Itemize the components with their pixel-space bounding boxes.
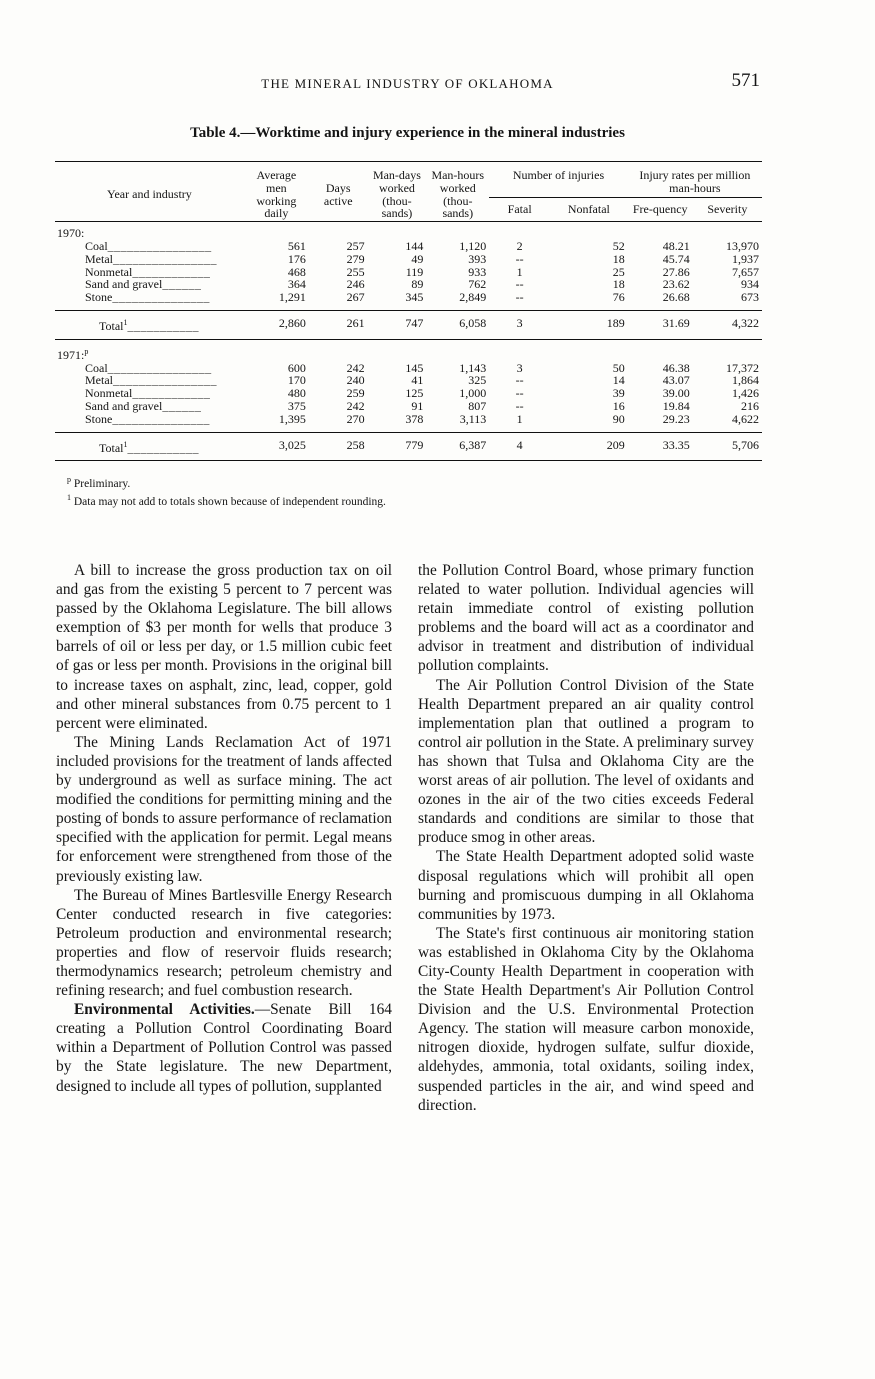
fatal-cell: 1 bbox=[516, 411, 523, 426]
days-cell: 270 bbox=[346, 411, 365, 426]
fatal-cell: -- bbox=[515, 398, 524, 413]
footnote-rounding: $^1$ Data may not add to totals shown because of independent rounding. bbox=[67, 493, 386, 509]
body-column-left bbox=[56, 561, 392, 1096]
nonfatal-cell: 50 bbox=[612, 360, 625, 375]
industry-cell: Sand and gravel______ bbox=[85, 277, 202, 292]
nonfatal-cell: 14 bbox=[612, 373, 625, 388]
col-group-injury-rates: Injury rates per million man-hours bbox=[628, 162, 762, 198]
frequency-cell: 29.23 bbox=[662, 411, 690, 426]
table-footnotes bbox=[67, 473, 386, 510]
frequency-cell: 27.86 bbox=[662, 264, 690, 279]
men-cell: 375 bbox=[287, 398, 306, 413]
days-cell: 261 bbox=[309, 310, 368, 339]
severity-cell: 216 bbox=[741, 398, 759, 413]
men-cell: 176 bbox=[287, 251, 306, 266]
nonfatal-cell: 25 bbox=[612, 264, 625, 279]
man-hours-cell: 1,120 bbox=[459, 238, 487, 253]
man-days-cell: 345 bbox=[405, 290, 424, 305]
man-hours-cell: 1,143 bbox=[459, 360, 487, 375]
fatal-cell: -- bbox=[515, 373, 524, 388]
page-number: 571 bbox=[731, 70, 760, 91]
total-row-1971 bbox=[55, 432, 762, 461]
frequency-cell: 46.38 bbox=[662, 360, 690, 375]
severity-cell: 673 bbox=[741, 290, 759, 305]
severity-cell: 13,970 bbox=[726, 238, 759, 253]
men-cell: 170 bbox=[287, 373, 306, 388]
man-days-cell: 49 bbox=[411, 251, 424, 266]
nonfatal-cell: 18 bbox=[612, 277, 625, 292]
paragraph: A bill to increase the gross production tax on oil and gas from the existing 5 percent to 7 percent was passed by the Oklahoma Legislature. The bill allows exemption of $3 per month for wells that produce 3 barrels of oil or less per day, or 1.5 million cubic feet of gas or less per month. Provisions in the original bill to increase taxes on asphalt, zinc, lead, copper, gold and other mineral substances from 0.75 percent to 1 percent were eliminated. bbox=[56, 562, 392, 732]
days-cell: 242 bbox=[346, 398, 365, 413]
man-days-cell: 779 bbox=[368, 432, 427, 461]
days-cell: 267 bbox=[346, 290, 365, 305]
men-cell: 1,291 bbox=[278, 290, 306, 305]
col-header-frequency: Fre-quency bbox=[628, 198, 693, 222]
nonfatal-cell: 39 bbox=[612, 386, 625, 401]
man-days-cell: 747 bbox=[368, 310, 427, 339]
paragraph: The State's first continuous air monitoring station was established in Oklahoma City by the Oklahoma City-County Health Department in cooperation with the State Health Department's Air Pollution Control Division and the U.S. Environmental Protection Agency. The station will measure carbon monoxide, nitrogen dioxide, hydrogen sulfate, sulfur dioxide, aldehydes, ammonia, total oxidants, soiling index, suspended particles in the air, and wind speed and direction. bbox=[418, 924, 754, 1114]
men-cell: 480 bbox=[287, 386, 306, 401]
frequency-cell: 33.35 bbox=[628, 432, 693, 461]
col-header-average-men: Average men working daily bbox=[244, 162, 309, 222]
industry-cell: Nonmetal____________ bbox=[85, 264, 211, 279]
year-row-1971 bbox=[55, 339, 762, 361]
men-cell: 3,025 bbox=[244, 432, 309, 461]
body-column-right bbox=[418, 561, 754, 1115]
industry-cell: Coal________________ bbox=[85, 238, 212, 253]
severity-cell: 4,322 bbox=[693, 310, 762, 339]
industry-cell: Stone_______________ bbox=[85, 290, 210, 305]
men-cell: 600 bbox=[287, 360, 306, 375]
man-days-cell: 144 bbox=[405, 238, 424, 253]
industry-cell: Metal________________ bbox=[85, 251, 217, 266]
nonfatal-cell: 18 bbox=[612, 251, 625, 266]
nonfatal-cell: 90 bbox=[612, 411, 625, 426]
paragraph: Environmental Activities.—Senate Bill 164 creating a Pollution Control Coordinating Board within a Department of Pollution Control was passed by the State legislature. The new Department, designed to include all types of pollution, supplanted bbox=[56, 1001, 392, 1095]
nonfatal-cell: 189 bbox=[550, 310, 628, 339]
footnote-preliminary: $^p$ Preliminary. bbox=[67, 475, 131, 490]
severity-cell: 1,937 bbox=[732, 251, 759, 266]
running-title: THE MINERAL INDUSTRY OF OKLAHOMA bbox=[261, 76, 554, 91]
man-days-cell: 378 bbox=[405, 411, 424, 426]
severity-cell: 1,426 bbox=[732, 386, 759, 401]
severity-cell: 1,864 bbox=[732, 373, 759, 388]
man-days-cell: 91 bbox=[411, 398, 424, 413]
man-days-cell: 119 bbox=[405, 264, 424, 279]
nonfatal-cell: 209 bbox=[550, 432, 628, 461]
year-row-1970 bbox=[55, 222, 762, 240]
severity-cell: 17,372 bbox=[726, 360, 759, 375]
man-hours-cell: 1,000 bbox=[459, 386, 487, 401]
man-days-cell: 41 bbox=[411, 373, 424, 388]
severity-cell: 7,657 bbox=[732, 264, 759, 279]
paragraph: The State Health Department adopted solid waste disposal regulations which will prohibit all open burning and promiscuous dumping in all Oklahoma communities by 1973. bbox=[418, 848, 754, 923]
industry-cell: Coal________________ bbox=[85, 360, 212, 375]
man-hours-cell: 807 bbox=[468, 398, 487, 413]
nonfatal-cell: 16 bbox=[612, 398, 625, 413]
days-cell: 242 bbox=[346, 360, 365, 375]
days-cell: 279 bbox=[346, 251, 365, 266]
man-hours-cell: 6,058 bbox=[426, 310, 489, 339]
frequency-cell: 39.00 bbox=[662, 386, 690, 401]
man-hours-cell: 393 bbox=[468, 251, 487, 266]
fatal-cell: -- bbox=[515, 290, 524, 305]
paragraph: the Pollution Control Board, whose primary function related to water pollution. Individual agencies will retain immediate control of existing pollution problems and the board will act as a coordinator and advisor in treatment and distribution of individual pollution complaints. bbox=[418, 562, 754, 675]
nonfatal-cell: 76 bbox=[612, 290, 625, 305]
men-cell: 2,860 bbox=[244, 310, 309, 339]
man-days-cell: 125 bbox=[405, 386, 424, 401]
frequency-cell: 48.21 bbox=[662, 238, 690, 253]
frequency-cell: 23.62 bbox=[662, 277, 690, 292]
running-head bbox=[55, 72, 760, 98]
days-cell: 258 bbox=[309, 432, 368, 461]
man-days-cell: 145 bbox=[405, 360, 424, 375]
nonfatal-cell: 52 bbox=[612, 238, 625, 253]
man-hours-cell: 2,849 bbox=[459, 290, 487, 305]
col-group-injuries: Number of injuries bbox=[489, 162, 627, 198]
man-hours-cell: 3,113 bbox=[459, 411, 487, 426]
frequency-cell: 19.84 bbox=[662, 398, 690, 413]
col-header-days-active: Days active bbox=[309, 162, 368, 222]
table-row bbox=[55, 413, 762, 432]
frequency-cell: 43.07 bbox=[662, 373, 690, 388]
section-heading: Environmental Activities. bbox=[74, 1001, 255, 1019]
days-cell: 257 bbox=[346, 238, 365, 253]
industry-cell: Sand and gravel______ bbox=[85, 398, 202, 413]
man-hours-cell: 6,387 bbox=[426, 432, 489, 461]
fatal-cell: 3 bbox=[516, 360, 523, 375]
fatal-cell: 2 bbox=[516, 238, 523, 253]
severity-cell: 934 bbox=[741, 277, 759, 292]
man-days-cell: 89 bbox=[411, 277, 424, 292]
men-cell: 468 bbox=[287, 264, 306, 279]
fatal-cell: -- bbox=[515, 386, 524, 401]
col-header-severity: Severity bbox=[693, 198, 762, 222]
paragraph: The Air Pollution Control Division of the State Health Department prepared an air quality control implementation plan that outlined a program to control air pollution in the State. A preliminary survey has shown that Tulsa and Oklahoma City are the worst areas of air pollution. The level of oxidants and ozones in the air of the two cities exceeds Federal standards and conditions are similar to those that produce smog in other areas. bbox=[418, 676, 754, 847]
fatal-cell: -- bbox=[515, 251, 524, 266]
severity-cell: 4,622 bbox=[732, 411, 759, 426]
frequency-cell: 31.69 bbox=[628, 310, 693, 339]
man-hours-cell: 762 bbox=[468, 277, 487, 292]
days-cell: 255 bbox=[346, 264, 365, 279]
year-label: 1971:$^p$ bbox=[55, 339, 762, 361]
fatal-cell: 4 bbox=[489, 432, 550, 461]
col-header-nonfatal: Nonfatal bbox=[550, 198, 628, 222]
fatal-cell: 1 bbox=[516, 264, 523, 279]
days-cell: 240 bbox=[346, 373, 365, 388]
fatal-cell: -- bbox=[515, 277, 524, 292]
col-header-year-industry: Year and industry bbox=[55, 162, 244, 222]
total-label-cell: Total$^1$___________ bbox=[55, 310, 244, 339]
man-hours-cell: 325 bbox=[468, 373, 487, 388]
severity-cell: 5,706 bbox=[693, 432, 762, 461]
industry-cell: Nonmetal____________ bbox=[85, 386, 211, 401]
days-cell: 246 bbox=[346, 277, 365, 292]
paragraph: The Mining Lands Reclamation Act of 1971 included provisions for the treatment of lands affected by underground as well as surface mining. The act modified the conditions for permitting mining and the posting of bonds to assure performance of reclamation specified with the application for permit. Legal means for enforcement were strengthened from those of the previously existing law. bbox=[56, 733, 392, 885]
frequency-cell: 26.68 bbox=[662, 290, 690, 305]
year-label: 1970: bbox=[57, 226, 85, 241]
worktime-injury-table bbox=[55, 161, 762, 461]
days-cell: 259 bbox=[346, 386, 365, 401]
table-caption: Table 4.—Worktime and injury experience in the mineral industries bbox=[190, 125, 625, 141]
men-cell: 1,395 bbox=[278, 411, 306, 426]
col-header-fatal: Fatal bbox=[489, 198, 550, 222]
men-cell: 561 bbox=[287, 238, 306, 253]
col-header-man-days: Man-days worked (thou-sands) bbox=[368, 162, 427, 222]
col-header-man-hours: Man-hours worked (thou-sands) bbox=[426, 162, 489, 222]
total-row-1970 bbox=[55, 310, 762, 339]
table-row bbox=[55, 291, 762, 310]
industry-cell: Metal________________ bbox=[85, 373, 217, 388]
total-label-cell: Total$^1$___________ bbox=[55, 432, 244, 461]
industry-cell: Stone_______________ bbox=[85, 411, 210, 426]
paragraph: The Bureau of Mines Bartlesville Energy Research Center conducted research in five categories: Petroleum production and environmental research; properties and flow of reservoir fluids research; thermodynamics research; petroleum chemistry and refining research; and fuel combustion research. bbox=[56, 886, 392, 1000]
frequency-cell: 45.74 bbox=[662, 251, 690, 266]
fatal-cell: 3 bbox=[489, 310, 550, 339]
men-cell: 364 bbox=[287, 277, 306, 292]
man-hours-cell: 933 bbox=[468, 264, 487, 279]
